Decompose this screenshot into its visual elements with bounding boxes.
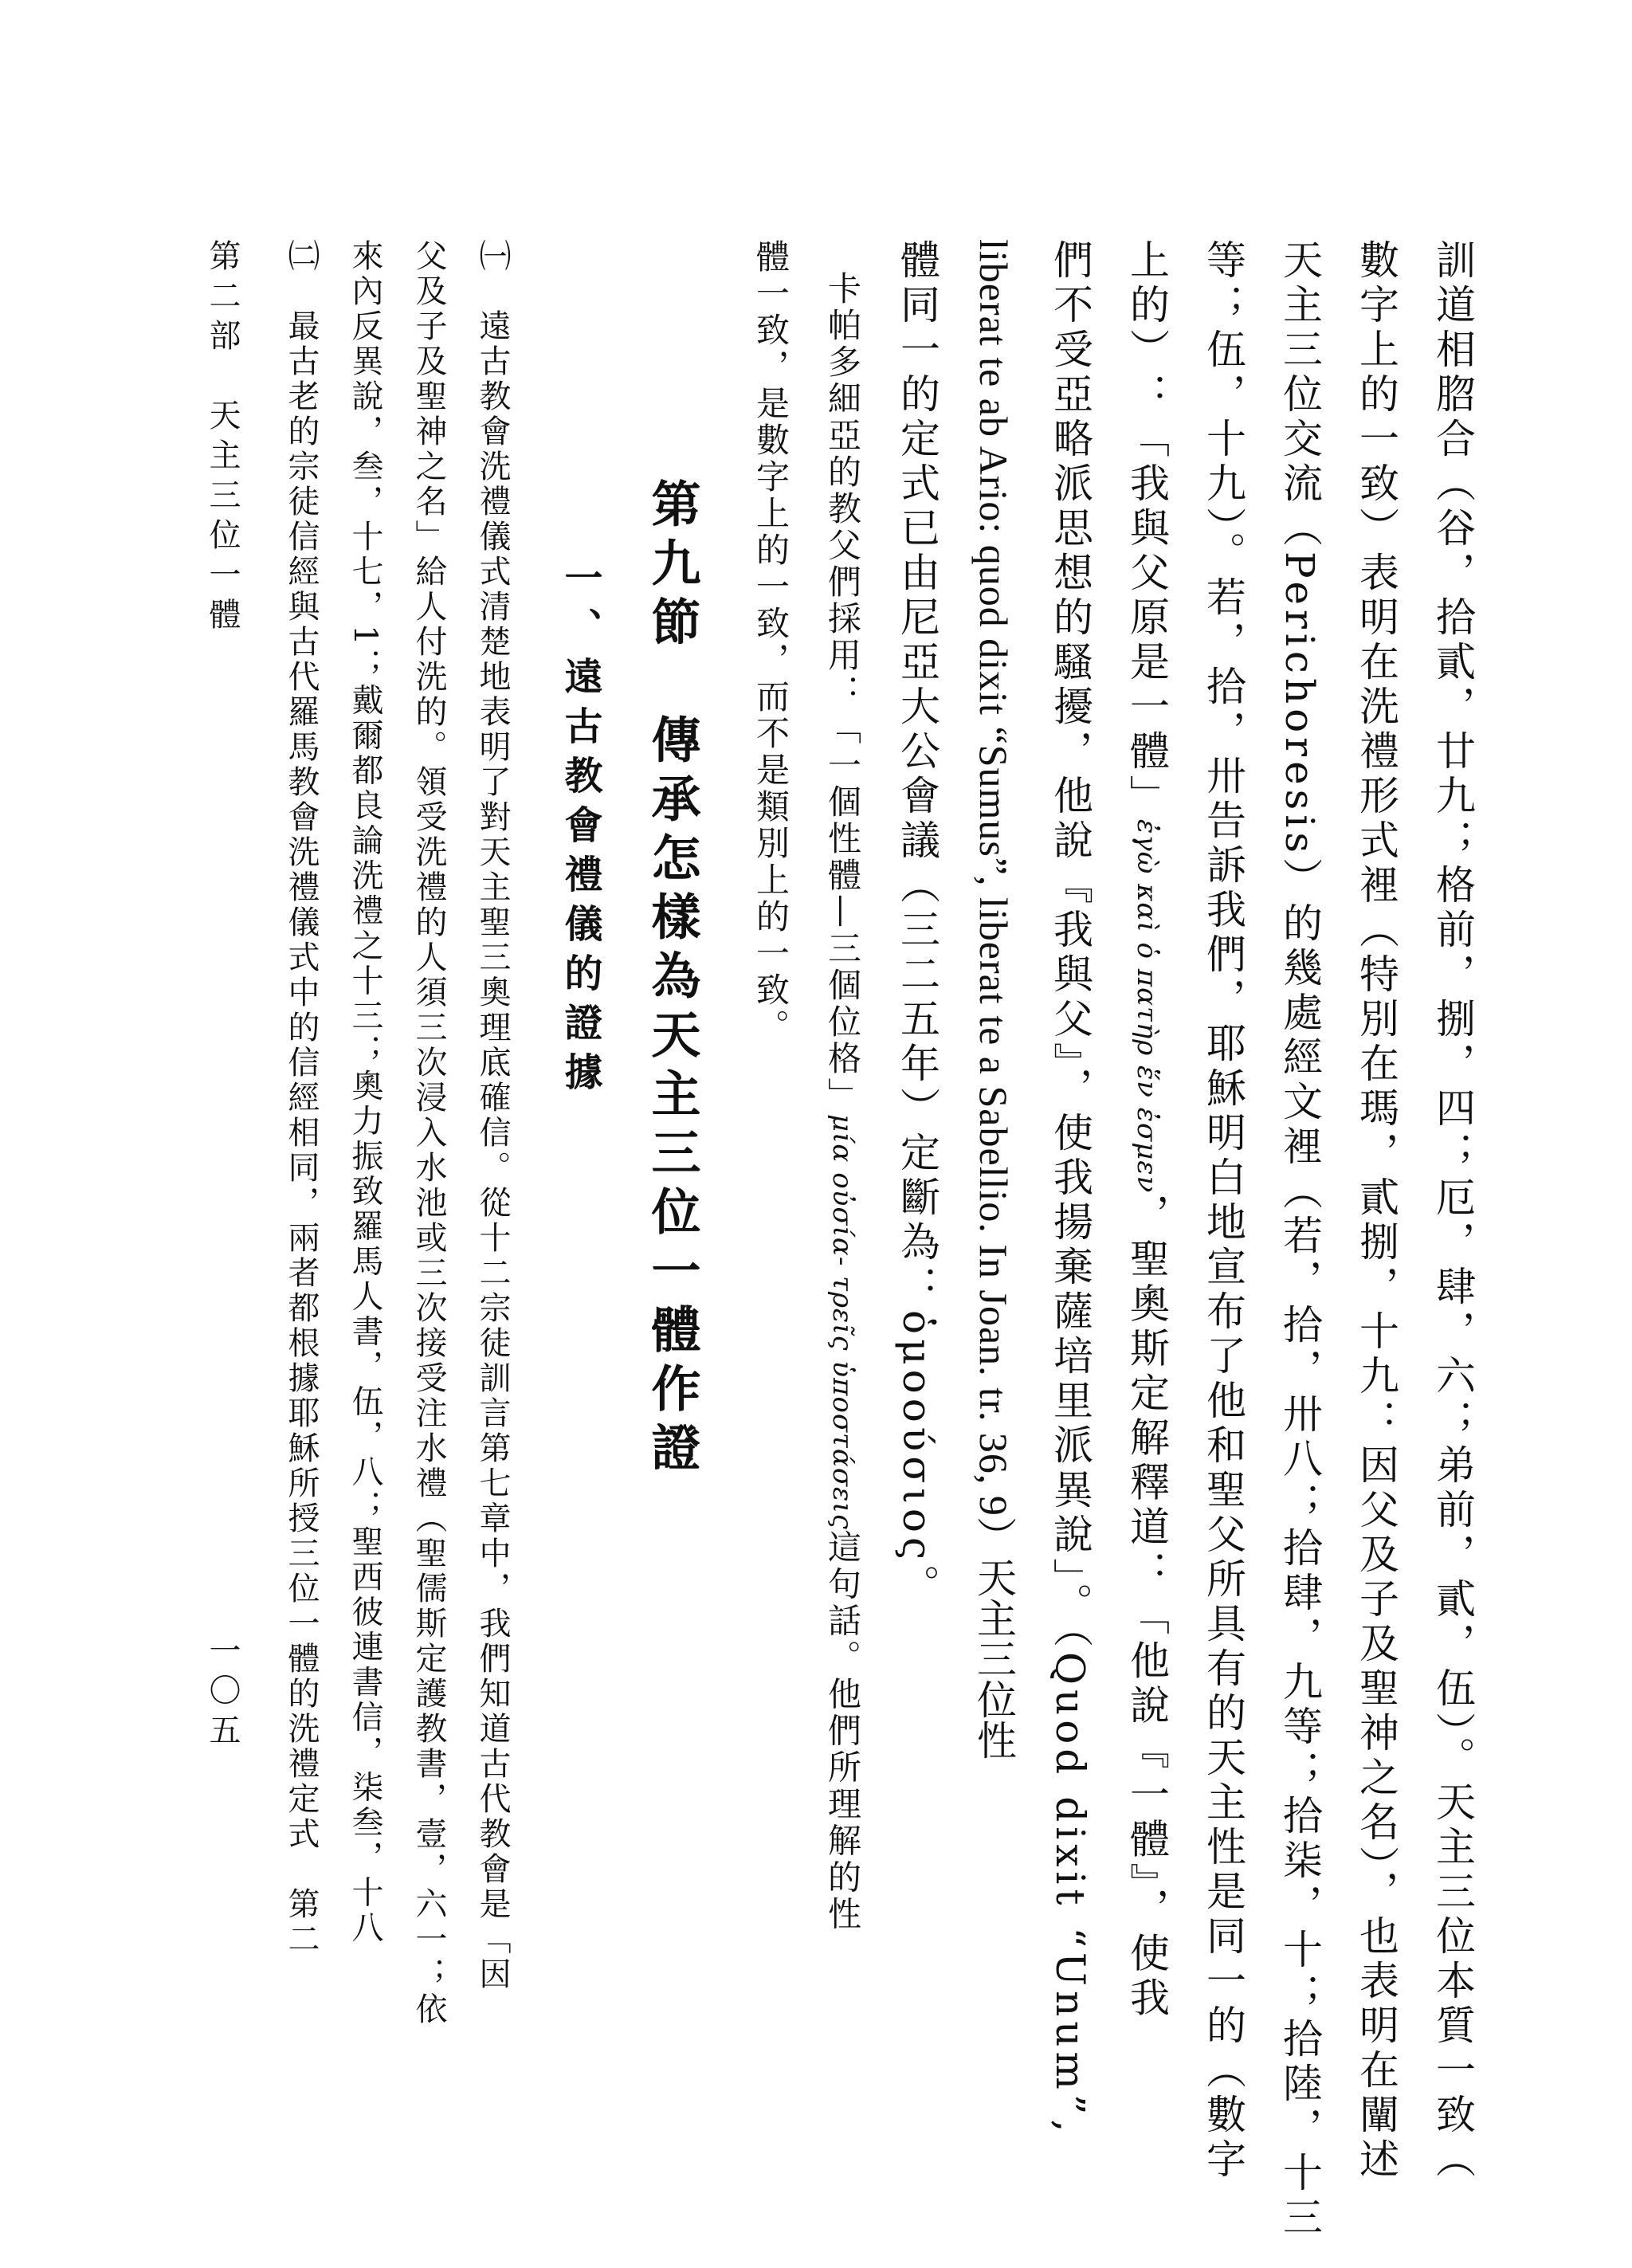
greek-quote-john: ἐγὼ καὶ ὁ πατὴρ ἕν ἐσμεν: [1131, 819, 1163, 1194]
greek-quote-cappadocian: μία οὐσία- τρεῖς ὑποστάσεις: [826, 1114, 858, 1530]
page-number: 一〇五: [204, 1634, 241, 1753]
running-footer-title: 第二部 天主三位一體: [204, 239, 241, 638]
body-line-8: 體同一的定式已由尼亞大公會議（三二五年）定斷為：ὁμοούσιος。: [894, 239, 940, 1610]
footnote-1-line-1: ㈠ 遠古教會洗禮儀式清楚地表明了對天主聖三奧理底確信。從十二宗徒訓言第七章中，我們知道古代教會是「因: [474, 239, 511, 1992]
body-line-4: 等；伍，十九）。若，拾，卅告訴我們，耶穌明白地宣布了他和聖父所具有的天主性是同一的（數字: [1200, 239, 1246, 2183]
footnote-1-line-3: 來內反異說，叁，十七，1；戴爾都良論洗禮之十三；奧力振致羅馬人書，伍，八；聖西彼連書信，柒叁，十八: [347, 239, 383, 1946]
footnote-2-line-1: ㈡ 最古老的宗徒信經與古代羅馬教會洗禮儀式中的信經相同，兩者都根據耶穌所授三位一體的洗禮定式 第二: [283, 239, 320, 1957]
body-line-7: liberat te ab Ario: quod dixit “Sumus”, liberat te a Sabellio. In Joan. tr. 36, 9）天主三位性: [971, 239, 1016, 1760]
body-line-10: 體一致，是數字上的一致，而不是類別上的一致。: [751, 239, 790, 1046]
body-line-5: [1124, 239, 1170, 2096]
footnote-1-line-2: 父及子及聖神之名」給人付洗的。領受洗禮的人須三次浸入水池或三次接受注水禮（聖儒斯定護教書，壹，六一；依: [410, 239, 447, 2027]
cappadocian-text-b: 這句話。他們所理解的性: [823, 1529, 862, 1933]
body-line-9: [823, 271, 862, 2128]
body-line-3: 天主三位交流（Perichoresis）的幾處經文裡（若，拾，卅八；拾肆，九等；拾柒，十；拾陸，十三: [1277, 239, 1323, 2241]
body-line-5-text-b: ，聖奧斯定解釋道：「他說『一體』，使我: [1124, 1193, 1170, 2022]
body-line-1: 訓道相脗合（谷，拾貳，廿九；格前，捌，四；厄，肆，六；弟前，貳，伍）。天主三位本質一致（: [1430, 239, 1476, 2183]
body-line-5-text-a: 上的）：「我與父原是一體」: [1124, 239, 1170, 819]
body-line-2: 數字上的一致）表明在洗禮形式裡（特別在瑪，貳捌，十九：因父及子及聖神之名），也表明在闡述: [1353, 239, 1399, 2183]
body-line-6: 們不受亞略派思想的騷擾，他說『我與父』，使我揚棄薩培里派異說」。（Quod dixit “Unum”,: [1047, 239, 1093, 2137]
section-title: 第九節 傳承怎樣為天主三位一體作證: [643, 478, 701, 1481]
cappadocian-text-a: 卡帕多細亞的教父們採用：「一個性體—三個位格」: [823, 271, 862, 1114]
section-subtitle: 一、遠古教會禮儀的證據: [558, 558, 602, 1101]
